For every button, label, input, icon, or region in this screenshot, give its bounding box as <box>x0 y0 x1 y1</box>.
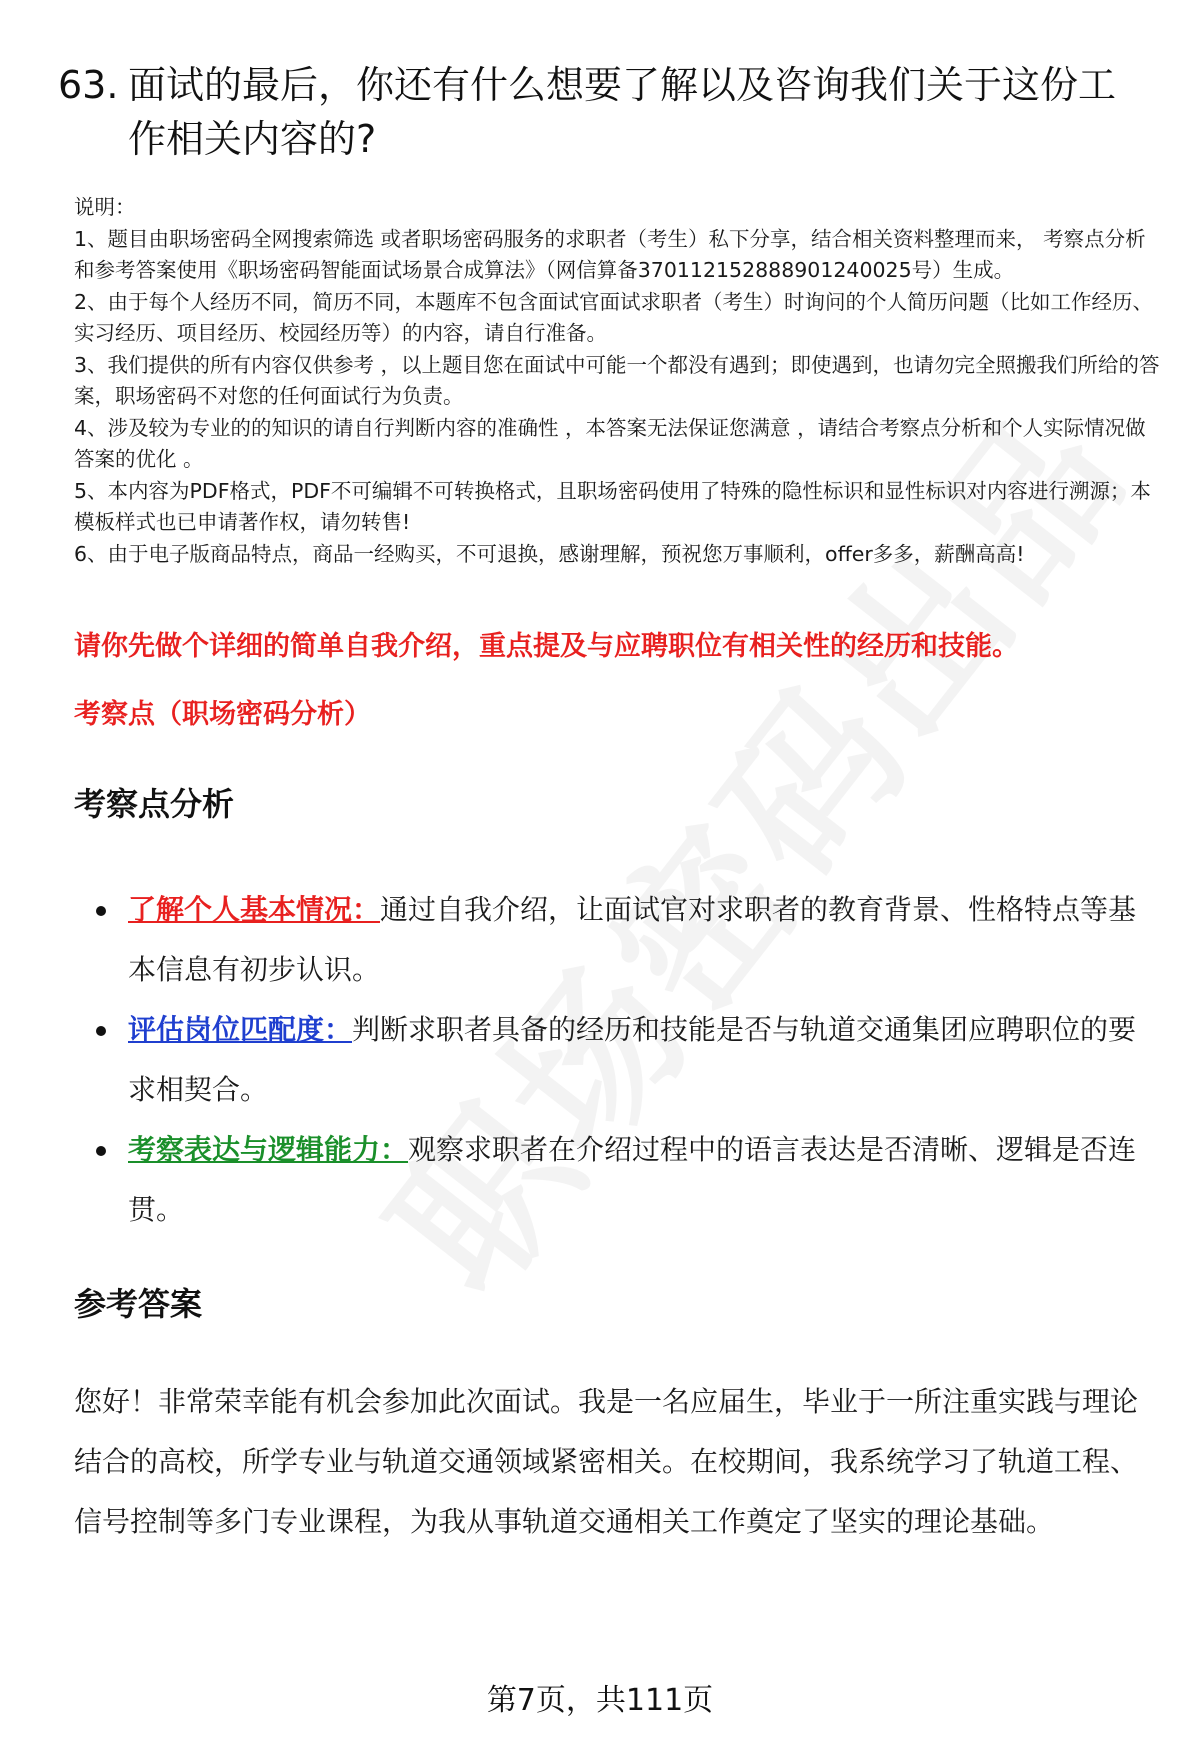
note-item: 5、本内容为PDF格式，PDF不可编辑不可转换格式，且职场密码使用了特殊的隐性标识和显性标识对内容进行溯源；本模板样式也已申请著作权，请勿转售! <box>74 478 1151 534</box>
answer-text: 您好！非常荣幸能有机会参加此次面试。我是一名应届生，毕业于一所注重实践与理论结合的高校，所学专业与轨道交通领域紧密相关。在校期间，我系统学习了轨道工程、信号控制等多门专业课程，为我从事轨道交通相关工作奠定了坚实的理论基础。 <box>74 1385 1139 1538</box>
page-footer: 第7页，共111页 <box>486 1683 714 1718</box>
disclaimer-notes <box>74 192 1164 570</box>
note-item: 3、我们提供的所有内容仅供参考 ，以上题目您在面试中可能一个都没有遇到；即使遇到，也请勿完全照搬我们所给的答案，职场密码不对您的任何面试行为负责。 <box>74 352 1160 408</box>
notes-heading: 说明： <box>74 195 136 219</box>
question-text: 面试的最后，你还有什么想要了解以及咨询我们关于这份工作相关内容的? <box>128 63 1117 161</box>
analysis-key: 考察表达与逻辑能力： <box>128 1133 409 1166</box>
bullet-icon <box>96 1026 106 1036</box>
analysis-item <box>96 1000 1156 1120</box>
analysis-text: 通过自我介绍，让面试官对求职者的教育背景、性格特点等基本信息有初步认识。 <box>128 893 1137 986</box>
analysis-text: 判断求职者具备的经历和技能是否与轨道交通集团应聘职位的要求相契合。 <box>128 1013 1137 1106</box>
analysis-subtitle: 考察点（职场密码分析） <box>74 699 371 730</box>
bullet-icon <box>96 906 106 916</box>
answer-heading: 参考答案 <box>74 1285 203 1323</box>
question-number: 63. <box>58 63 119 107</box>
note-item: 4、涉及较为专业的的知识的请自行判断内容的准确性 ，本答案无法保证您满意 ，请结合考察点分析和个人实际情况做答案的优化 。 <box>74 415 1146 471</box>
note-item: 1、题目由职场密码全网搜索筛选 或者职场密码服务的求职者（考生）私下分享，结合相关资料整理而来， 考察点分析和参考答案使用《职场密码智能面试场景合成算法》（网信算备370112152888901240025号）生成。 <box>74 226 1146 282</box>
analysis-item <box>96 1120 1156 1240</box>
analysis-item <box>96 880 1156 1000</box>
note-item: 2、由于每个人经历不同，简历不同，本题库不包含面试官面试求职者（考生）时询问的个人简历问题（比如工作经历、实习经历、项目经历、校园经历等）的内容，请自行准备。 <box>74 289 1154 345</box>
analysis-text: 观察求职者在介绍过程中的语言表达是否清晰、逻辑是否连贯。 <box>128 1133 1137 1226</box>
analysis-list <box>96 880 1156 1240</box>
analysis-heading: 考察点分析 <box>74 785 235 823</box>
analysis-key: 了解个人基本情况： <box>128 893 381 926</box>
note-item: 6、由于电子版商品特点，商品一经购买，不可退换，感谢理解，预祝您万事顺利，offer多多，薪酬高高! <box>74 541 1025 566</box>
bullet-icon <box>96 1146 106 1156</box>
interview-question: 请你先做个详细的简单自我介绍，重点提及与应聘职位有相关性的经历和技能。 <box>74 631 1019 662</box>
analysis-key: 评估岗位匹配度： <box>128 1013 353 1046</box>
question-title <box>58 58 1148 166</box>
